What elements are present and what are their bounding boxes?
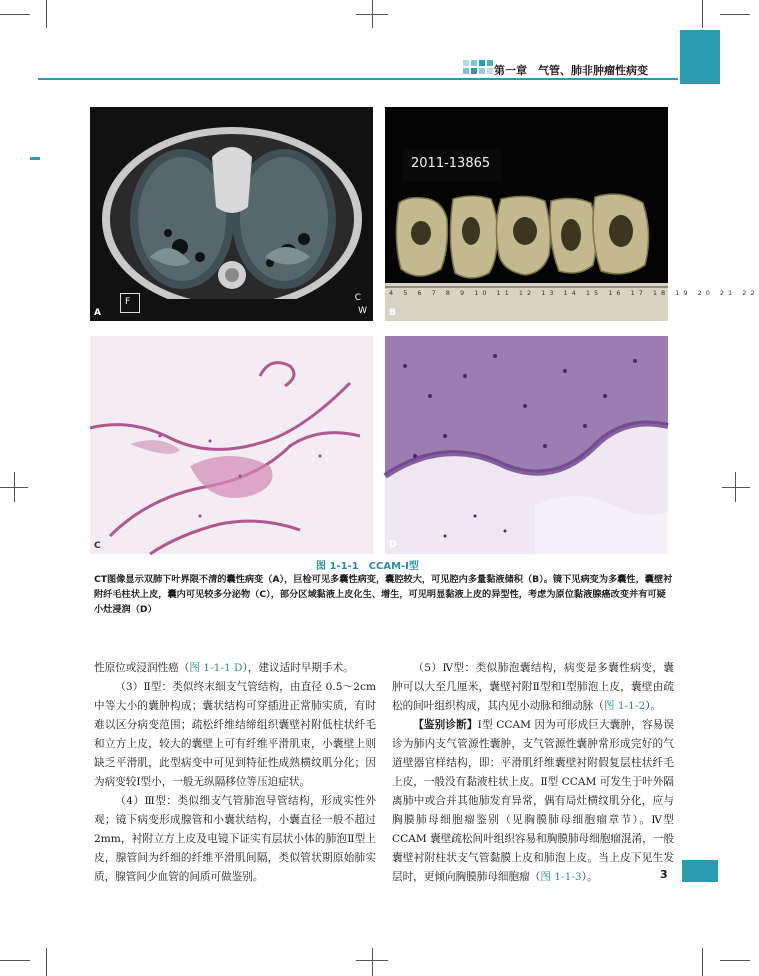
figure-panel-c-histology	[90, 336, 373, 554]
panel-label-d: D	[389, 540, 397, 550]
ct-label-w: W	[358, 306, 367, 316]
paragraph-type-iv: （5）Ⅳ型：类似肺泡囊结构，病变是多囊性病变，囊肿可以大至几厘米，囊壁衬附Ⅱ型和Ⅰ型肺泡上皮，囊壁由疏松的间叶组织构成，其内见小动脉和细动脉（图 1-1-2）。	[392, 662, 674, 712]
header-grid-icon	[463, 60, 493, 76]
figure-caption-text: CT图像显示双肺下叶界限不清的囊性病变（A），巨检可见多囊性病变，囊腔较大，可见腔内多量黏液储积（B）。镜下见病变为多囊性，囊壁衬附纤毛柱状上皮，囊内可见较多分泌物（C），部分区域黏液上皮化生、增生，可见明显黏液上皮的异型性，考虑为原位黏液腺癌改变并有可疑小灶浸润（D）	[94, 574, 673, 615]
panel-label-b: B	[389, 308, 396, 318]
body-column-right	[392, 659, 674, 887]
section-heading: 【鉴别诊断】	[413, 719, 478, 731]
page-number-tab	[682, 860, 718, 882]
margin-mark	[30, 157, 40, 160]
page-number: 3	[660, 868, 668, 881]
crop-mark	[720, 960, 750, 961]
crop-mark	[722, 487, 750, 488]
figure-panel-b-gross	[385, 107, 759, 321]
crop-mark	[356, 14, 388, 15]
figure-reference-link[interactable]: 图 1-1-3	[540, 871, 582, 883]
paragraph-differential-diagnosis: 【鉴别诊断】Ⅰ型 CCAM 因为可形成巨大囊肿，容易误诊为肺内支气管源性囊肿，支气管源性囊肿常形成完好的气道壁器官样结构，即：平滑肌纤维囊壁衬附假复层柱状纤毛上皮，一般没有黏液柱状上皮。Ⅱ型 CCAM 可发生于叶外隔离肺中或合并其他肺发育异常，偶有局灶横纹肌分化，应与胸膜肺母细胞瘤鉴别（见胸膜肺母细胞瘤章节）。Ⅳ型 CCAM 囊壁疏松间叶组织容易和胸膜肺母细胞瘤混淆，一般囊壁衬附柱状支气管黏膜上皮和肺泡上皮。当上皮下见生发层时，更倾向胸膜肺母细胞瘤（图 1-1-3）。	[392, 719, 674, 883]
header-rule	[38, 78, 678, 80]
figure-caption-title: 图 1-1-1 CCAM-Ⅰ型	[316, 561, 419, 572]
chapter-side-tab	[680, 30, 720, 84]
crop-mark	[702, 0, 703, 28]
crop-mark	[0, 14, 30, 15]
crop-mark	[372, 948, 373, 976]
crop-mark	[0, 487, 28, 488]
figure-panel-d-histology	[385, 336, 668, 554]
crop-mark	[46, 948, 47, 976]
paragraph-type-ii: （3）Ⅱ型：类似终末细支气管结构，由直径 0.5～2cm 中等大小的囊肿构成；囊状结构可穿插进正常肺实质，有时难以区分病变范围；疏松纤维结缔组织囊壁衬附低柱状纤毛和立方上皮，较大的囊壁上可有纤维平滑肌束，小囊壁上则缺乏平滑肌，此型病变中可见到特征性成熟横纹肌分化；因为病变较Ⅰ型小，一般无纵隔移位等压迫症状。	[94, 681, 376, 788]
paragraph-type-iii: （4）Ⅲ型：类似细支气管肺泡导管结构，形成实性外观；镜下病变形成腺管和小囊状结构，小囊直径一般不超过 2mm，衬附立方上皮及电镜下证实有层状小体的肺泡Ⅱ型上皮，腺管间为纤细的纤维平滑肌间隔，类似管状期原始肺实质，腺管间少血管的间质可做鉴别。	[94, 795, 376, 883]
chapter-title: 第一章 气管、肺非肿瘤性病变	[494, 64, 648, 77]
figure-reference-link[interactable]: 图 1-1-2	[603, 700, 646, 712]
specimen-id: 2011-13865	[411, 156, 491, 171]
panel-label-c: C	[94, 541, 101, 551]
crop-mark	[702, 948, 703, 976]
figure-panel-a-ct	[90, 107, 373, 321]
panel-label-a: A	[94, 308, 101, 318]
ruler-scale: 4 5 6 7 8 9 10 11 12 13 14 15 16 17 18 19 20 21 22	[389, 289, 759, 297]
paragraph-continuation: 性原位或浸润性癌（图 1-1-1 D），建议适时早期手术。	[94, 662, 354, 674]
ct-label-f: F	[125, 297, 131, 307]
body-column-left	[94, 659, 376, 887]
crop-mark	[356, 960, 388, 961]
crop-mark	[0, 960, 30, 961]
crop-mark	[720, 14, 750, 15]
ct-label-c: C	[354, 293, 361, 303]
crop-mark	[46, 0, 47, 28]
figure-reference-link[interactable]: 图 1-1-1 D	[189, 662, 243, 674]
